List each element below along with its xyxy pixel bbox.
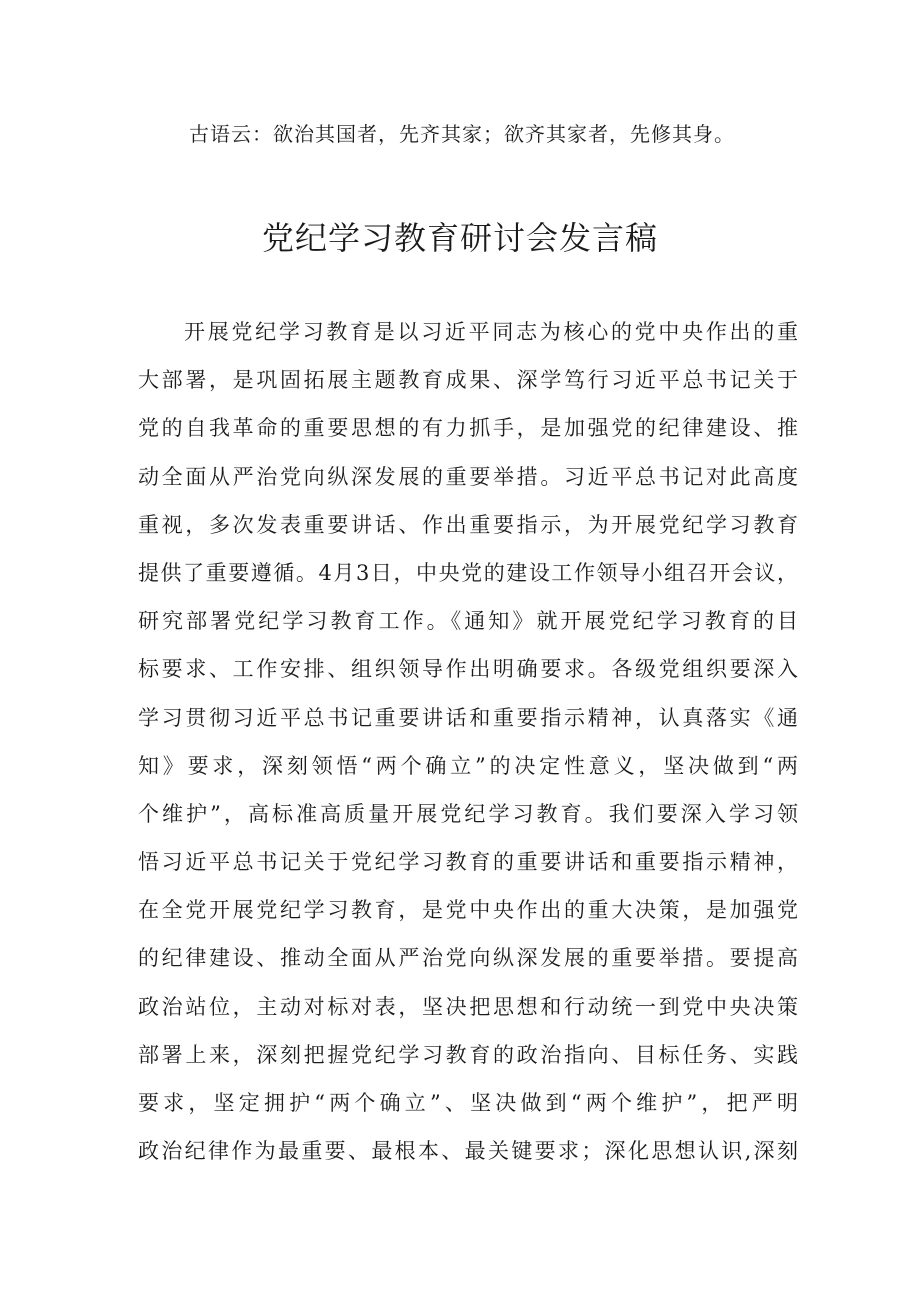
body-paragraph	[138, 308, 798, 1175]
paragraph-line: 政治纪律作为最重要、最根本、最关键要求；深化思想认识,深刻	[138, 1139, 798, 1164]
paragraph-line: 要求，坚定拥护“两个确立”、坚决做到“两个维护”，把严明	[138, 1091, 798, 1115]
epigraph-quote: 古语云：欲治其国者，先齐其家；欲齐其家者，先修其身。	[189, 122, 735, 146]
document-title: 党纪学习教育研讨会发言稿	[261, 219, 658, 257]
paragraph-line: 个维护”，高标准高质量开展党纪学习教育。我们要深入学习领	[138, 801, 798, 826]
paragraph-line: 大部署，是巩固拓展主题教育成果、深学笃行习近平总书记关于	[138, 368, 798, 393]
paragraph-line: 研究部署党纪学习教育工作。《通知》就开展党纪学习教育的目	[138, 609, 798, 634]
paragraph-line: 部署上来，深刻把握党纪学习教育的政治指向、目标任务、实践	[138, 1042, 798, 1067]
paragraph-line: 动全面从严治党向纵深发展的重要举措。习近平总书记对此高度	[138, 464, 798, 489]
paragraph-line: 学习贯彻习近平总书记重要讲话和重要指示精神，认真落实《通	[138, 705, 798, 730]
paragraph-line: 党的自我革命的重要思想的有力抓手，是加强党的纪律建设、推	[138, 416, 798, 441]
paragraph-line: 重视，多次发表重要讲话、作出重要指示，为开展党纪学习教育	[138, 512, 798, 537]
paragraph-line: 开展党纪学习教育是以习近平同志为核心的党中央作出的重	[184, 320, 798, 344]
paragraph-line: 标要求、工作安排、组织领导作出明确要求。各级党组织要深入	[138, 657, 798, 682]
paragraph-line: 在全党开展党纪学习教育，是党中央作出的重大决策，是加强党	[138, 898, 798, 923]
paragraph-line: 知》要求，深刻领悟“两个确立”的决定性意义，坚决做到“两	[138, 753, 798, 778]
paragraph-line: 悟习近平总书记关于党纪学习教育的重要讲话和重要指示精神，	[138, 850, 798, 875]
paragraph-line: 提供了重要遵循。4月3日，中央党的建设工作领导小组召开会议，	[138, 560, 798, 585]
paragraph-line: 的纪律建设、推动全面从严治党向纵深发展的重要举措。要提高	[138, 946, 798, 971]
paragraph-line: 政治站位，主动对标对表，坚决把思想和行动统一到党中央决策	[138, 994, 798, 1019]
